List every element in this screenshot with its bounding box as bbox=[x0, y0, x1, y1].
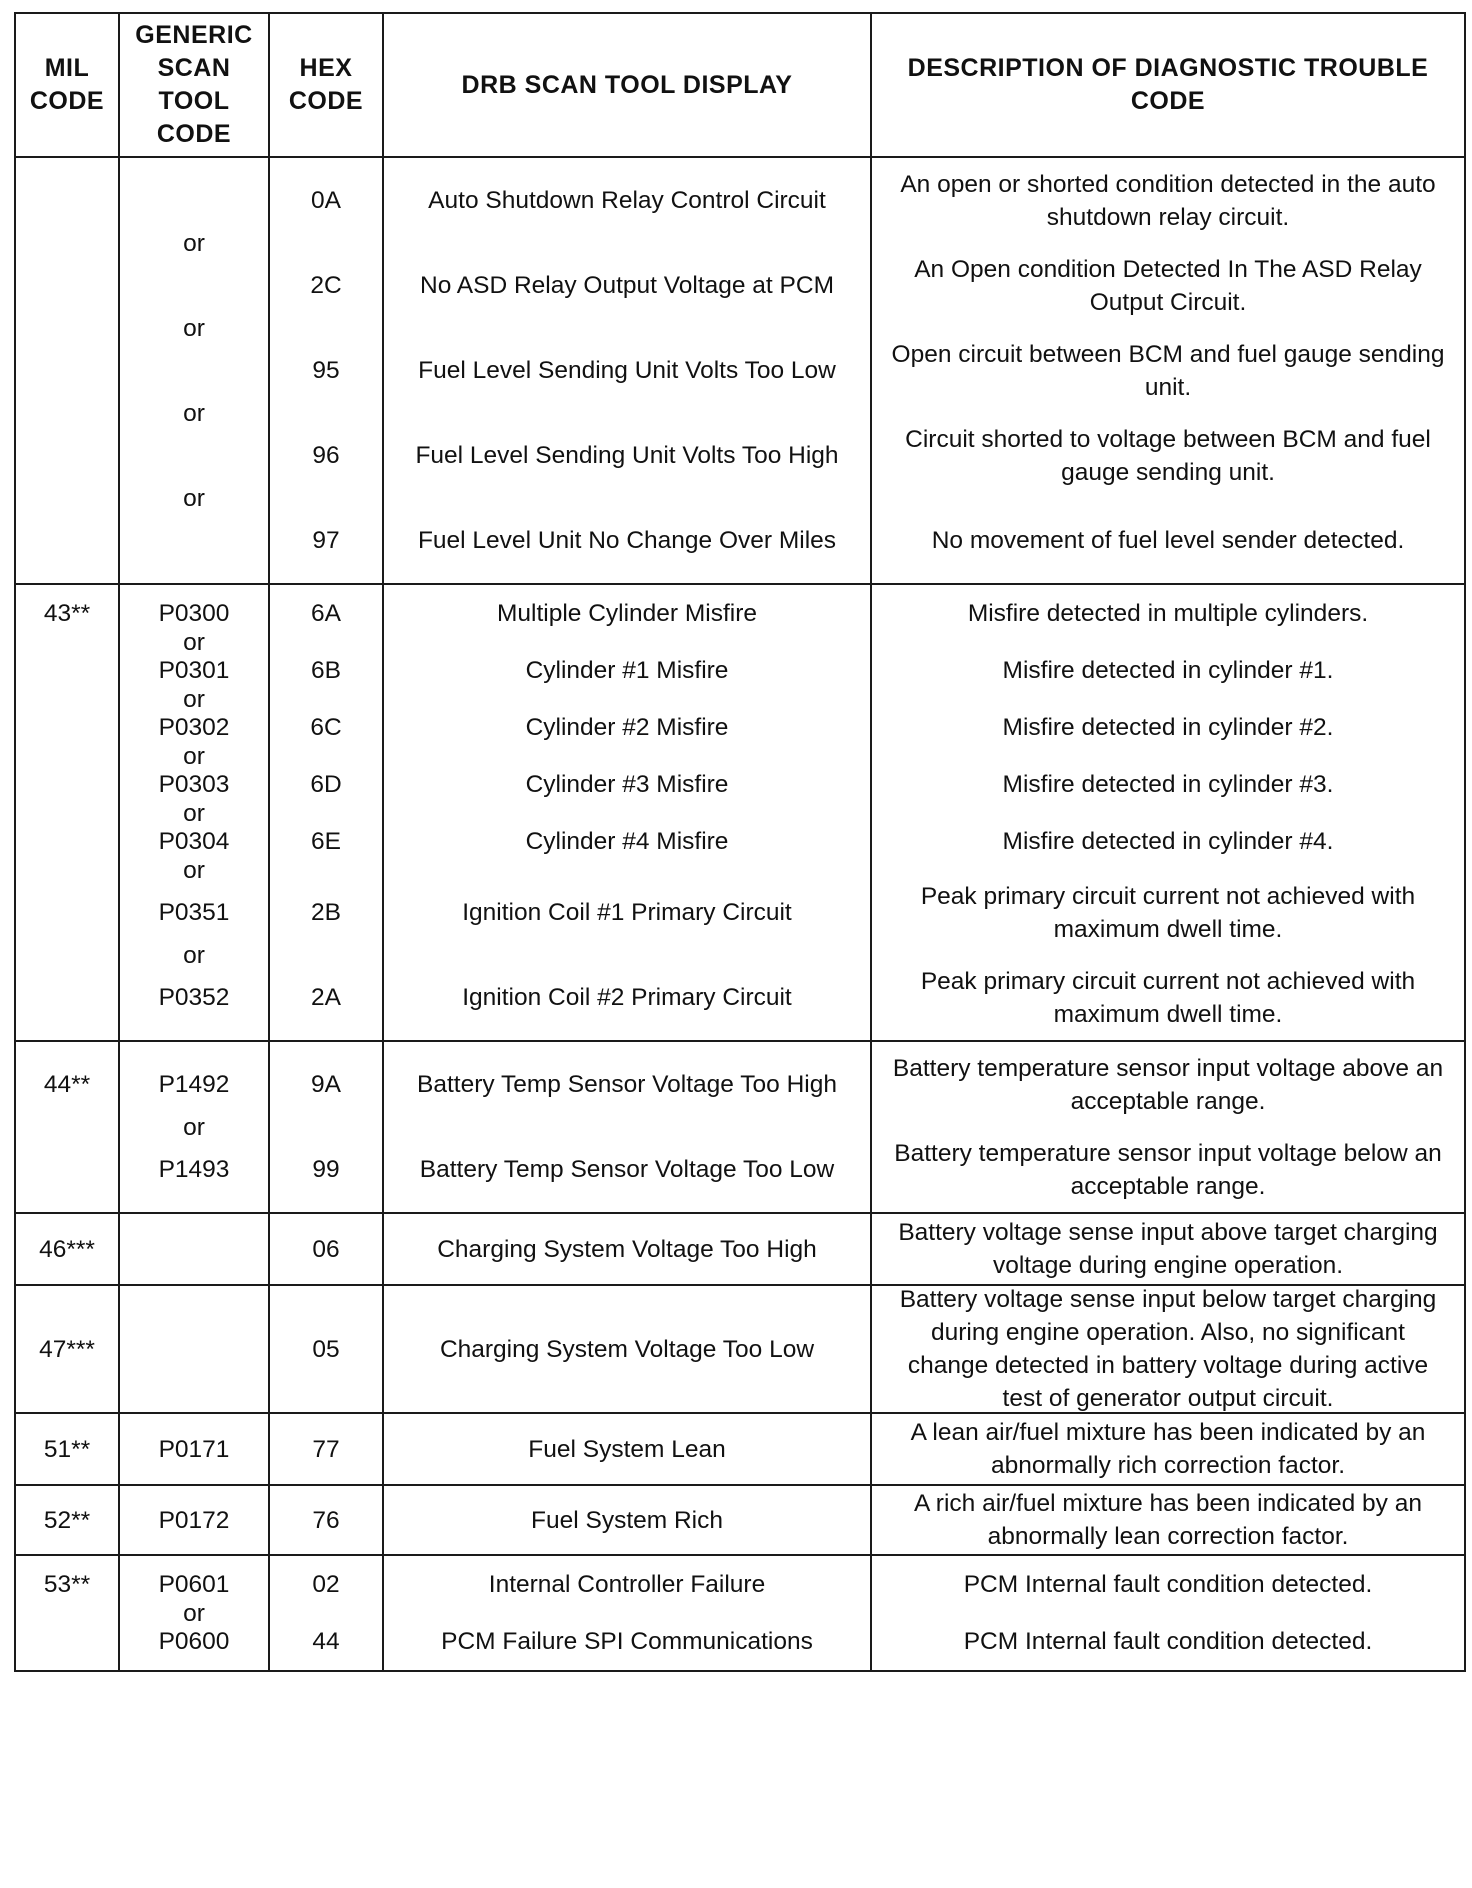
dtc-table bbox=[14, 12, 1466, 1672]
drb-display-cell bbox=[383, 1285, 871, 1413]
description: Misfire detected in cylinder #4. bbox=[1002, 828, 1334, 855]
hex-code: 0A bbox=[311, 187, 341, 214]
dtc-group-row bbox=[15, 584, 1465, 1041]
mil-code-cell bbox=[15, 1285, 119, 1413]
description-cell bbox=[871, 1213, 1465, 1285]
description: A lean air/fuel mixture has been indicated by an abnormally rich correction factor. bbox=[910, 1419, 1426, 1479]
or-separator: or bbox=[183, 1114, 205, 1141]
hex-code-cell bbox=[269, 1041, 383, 1213]
description-cell bbox=[871, 1555, 1465, 1671]
drb-display: Fuel Level Unit No Change Over Miles bbox=[417, 527, 837, 554]
drb-display-cell bbox=[383, 1213, 871, 1285]
drb-display-cell bbox=[383, 1041, 871, 1213]
description: PCM Internal fault condition detected. bbox=[963, 1571, 1373, 1598]
hex-code: 6C bbox=[310, 714, 342, 741]
dtc-group-row bbox=[15, 1041, 1465, 1213]
or-separator: or bbox=[183, 629, 205, 656]
drb-display: PCM Failure SPI Communications bbox=[441, 1628, 813, 1655]
description-cell bbox=[871, 584, 1465, 1041]
drb-display: Fuel System Rich bbox=[531, 1506, 723, 1534]
drb-display-cell bbox=[383, 584, 871, 1041]
generic-code: P1493 bbox=[158, 1156, 230, 1183]
drb-display: Ignition Coil #1 Primary Circuit bbox=[462, 899, 792, 926]
description-cell bbox=[871, 1413, 1465, 1485]
dtc-group-row bbox=[15, 1555, 1465, 1671]
mil-code-cell bbox=[15, 1555, 119, 1671]
generic-code-cell bbox=[119, 1413, 269, 1485]
generic-code: P1492 bbox=[158, 1071, 230, 1098]
dtc-group-row bbox=[15, 1213, 1465, 1285]
generic-code: P0304 bbox=[158, 828, 230, 855]
description: Misfire detected in cylinder #2. bbox=[1002, 714, 1334, 741]
generic-code: P0601 bbox=[158, 1571, 230, 1598]
or-separator: or bbox=[183, 857, 205, 884]
mil-code: 51** bbox=[43, 1435, 91, 1463]
description: Misfire detected in cylinder #3. bbox=[1002, 771, 1334, 798]
generic-code bbox=[120, 1286, 268, 1412]
or-separator: or bbox=[183, 315, 205, 342]
or-separator: or bbox=[183, 942, 205, 969]
mil-code: 43** bbox=[43, 600, 91, 627]
mil-code: 44** bbox=[43, 1071, 91, 1098]
drb-display: Fuel Level Sending Unit Volts Too Low bbox=[418, 357, 836, 384]
description-cell bbox=[871, 157, 1465, 584]
hex-code: 77 bbox=[312, 1435, 340, 1463]
header-description: DESCRIPTION OF DIAGNOSTIC TROUBLE CODE bbox=[871, 13, 1465, 157]
description: Battery voltage sense input below target charging during engine operation. Also, no significant change detected in battery voltage during active test of generator output circuit. bbox=[899, 1286, 1437, 1412]
drb-display: Cylinder #1 Misfire bbox=[525, 657, 729, 684]
header-drb-scan-tool-display: DRB SCAN TOOL DISPLAY bbox=[383, 13, 871, 157]
description: Battery voltage sense input above target charging voltage during engine operation. bbox=[898, 1219, 1438, 1279]
hex-code: 6A bbox=[311, 600, 341, 627]
description: Peak primary circuit current not achieved with maximum dwell time. bbox=[920, 967, 1416, 1028]
mil-code bbox=[16, 158, 118, 243]
hex-code: 95 bbox=[312, 357, 340, 384]
hex-code-cell bbox=[269, 584, 383, 1041]
drb-display: Battery Temp Sensor Voltage Too Low bbox=[419, 1156, 835, 1183]
drb-display: Ignition Coil #2 Primary Circuit bbox=[462, 984, 792, 1011]
description: Battery temperature sensor input voltage below an acceptable range. bbox=[894, 1139, 1442, 1200]
generic-code-cell bbox=[119, 1213, 269, 1285]
hex-code: 2C bbox=[310, 272, 342, 299]
generic-code: P0172 bbox=[158, 1506, 230, 1534]
header-mil-code: MIL CODE bbox=[15, 13, 119, 157]
mil-code: 53** bbox=[43, 1571, 91, 1598]
header-generic-scan-tool-code: GENERIC SCAN TOOL CODE bbox=[119, 13, 269, 157]
drb-display: Internal Controller Failure bbox=[488, 1571, 766, 1598]
hex-code: 05 bbox=[312, 1335, 340, 1363]
generic-code: P0301 bbox=[158, 657, 230, 684]
drb-display: No ASD Relay Output Voltage at PCM bbox=[420, 272, 834, 299]
generic-code: P0171 bbox=[158, 1435, 230, 1463]
description-cell bbox=[871, 1285, 1465, 1413]
generic-code-cell bbox=[119, 1485, 269, 1555]
hex-code-cell bbox=[269, 1213, 383, 1285]
drb-display: Charging System Voltage Too High bbox=[437, 1235, 817, 1263]
description: Peak primary circuit current not achieved with maximum dwell time. bbox=[920, 882, 1416, 943]
hex-code-cell bbox=[269, 1485, 383, 1555]
drb-display: Battery Temp Sensor Voltage Too High bbox=[417, 1071, 837, 1098]
drb-display: Cylinder #2 Misfire bbox=[525, 714, 729, 741]
dtc-group-row bbox=[15, 1485, 1465, 1555]
hex-code: 06 bbox=[312, 1235, 340, 1263]
description: A rich air/fuel mixture has been indicated by an abnormally lean correction factor. bbox=[914, 1490, 1422, 1550]
hex-code-cell bbox=[269, 1285, 383, 1413]
generic-code: P0351 bbox=[158, 899, 230, 926]
or-separator: or bbox=[183, 485, 205, 512]
description: Open circuit between BCM and fuel gauge sending unit. bbox=[891, 340, 1445, 401]
or-separator: or bbox=[183, 800, 205, 827]
hex-code: 02 bbox=[312, 1571, 340, 1598]
hex-code: 99 bbox=[312, 1156, 340, 1183]
dtc-group-row bbox=[15, 1285, 1465, 1413]
mil-code-cell bbox=[15, 1041, 119, 1213]
mil-code-cell bbox=[15, 1485, 119, 1555]
hex-code: 6E bbox=[311, 828, 341, 855]
generic-code: P0303 bbox=[158, 771, 230, 798]
description: No movement of fuel level sender detected. bbox=[931, 527, 1405, 554]
drb-display: Charging System Voltage Too Low bbox=[439, 1335, 815, 1363]
dtc-group-row bbox=[15, 1413, 1465, 1485]
drb-display-cell bbox=[383, 1413, 871, 1485]
or-separator: or bbox=[183, 400, 205, 427]
generic-code: P0600 bbox=[158, 1628, 230, 1655]
or-separator: or bbox=[183, 743, 205, 770]
or-separator: or bbox=[183, 686, 205, 713]
mil-code-cell bbox=[15, 1213, 119, 1285]
mil-code-cell bbox=[15, 1413, 119, 1485]
description: Circuit shorted to voltage between BCM and fuel gauge sending unit. bbox=[905, 425, 1431, 486]
hex-code: 6B bbox=[311, 657, 341, 684]
hex-code-cell bbox=[269, 157, 383, 584]
generic-code-cell bbox=[119, 584, 269, 1041]
dtc-group-row bbox=[15, 157, 1465, 584]
generic-code: P0300 bbox=[158, 600, 230, 627]
drb-display-cell bbox=[383, 1485, 871, 1555]
hex-code-cell bbox=[269, 1413, 383, 1485]
hex-code: 97 bbox=[312, 527, 340, 554]
hex-code: 2A bbox=[311, 984, 341, 1011]
hex-code: 76 bbox=[312, 1506, 340, 1534]
drb-display-cell bbox=[383, 1555, 871, 1671]
description: Battery temperature sensor input voltage above an acceptable range. bbox=[892, 1054, 1444, 1115]
hex-code-cell bbox=[269, 1555, 383, 1671]
hex-code: 2B bbox=[311, 899, 341, 926]
generic-code: P0352 bbox=[158, 984, 230, 1011]
drb-display: Cylinder #3 Misfire bbox=[525, 771, 729, 798]
generic-code: P0302 bbox=[158, 714, 230, 741]
header-row bbox=[15, 13, 1465, 157]
or-separator: or bbox=[183, 1600, 205, 1627]
drb-display: Fuel Level Sending Unit Volts Too High bbox=[415, 442, 839, 469]
description: PCM Internal fault condition detected. bbox=[963, 1628, 1373, 1655]
hex-code: 96 bbox=[312, 442, 340, 469]
drb-display: Multiple Cylinder Misfire bbox=[496, 600, 758, 627]
hex-code: 44 bbox=[312, 1628, 340, 1655]
dtc-table-container bbox=[14, 12, 1464, 1672]
drb-display: Auto Shutdown Relay Control Circuit bbox=[428, 187, 826, 214]
hex-code: 6D bbox=[310, 771, 342, 798]
header-hex-code: HEX CODE bbox=[269, 13, 383, 157]
drb-display-cell bbox=[383, 157, 871, 584]
description: Misfire detected in multiple cylinders. bbox=[967, 600, 1369, 627]
mil-code: 52** bbox=[43, 1506, 91, 1534]
mil-code-cell bbox=[15, 157, 119, 584]
description: An Open condition Detected In The ASD Relay Output Circuit. bbox=[914, 255, 1422, 316]
mil-code: 47*** bbox=[39, 1335, 95, 1363]
hex-code: 9A bbox=[311, 1071, 341, 1098]
generic-code-cell bbox=[119, 157, 269, 584]
mil-code-cell bbox=[15, 584, 119, 1041]
generic-code-cell bbox=[119, 1041, 269, 1213]
generic-code-cell bbox=[119, 1285, 269, 1413]
description-cell bbox=[871, 1041, 1465, 1213]
drb-display: Cylinder #4 Misfire bbox=[525, 828, 729, 855]
or-separator: or bbox=[183, 230, 205, 257]
mil-code: 46*** bbox=[39, 1235, 95, 1263]
drb-display: Fuel System Lean bbox=[528, 1435, 726, 1463]
generic-code-cell bbox=[119, 1555, 269, 1671]
description: An open or shorted condition detected in the auto shutdown relay circuit. bbox=[900, 170, 1436, 231]
description-cell bbox=[871, 1485, 1465, 1555]
description: Misfire detected in cylinder #1. bbox=[1002, 657, 1334, 684]
generic-code bbox=[120, 1214, 268, 1284]
